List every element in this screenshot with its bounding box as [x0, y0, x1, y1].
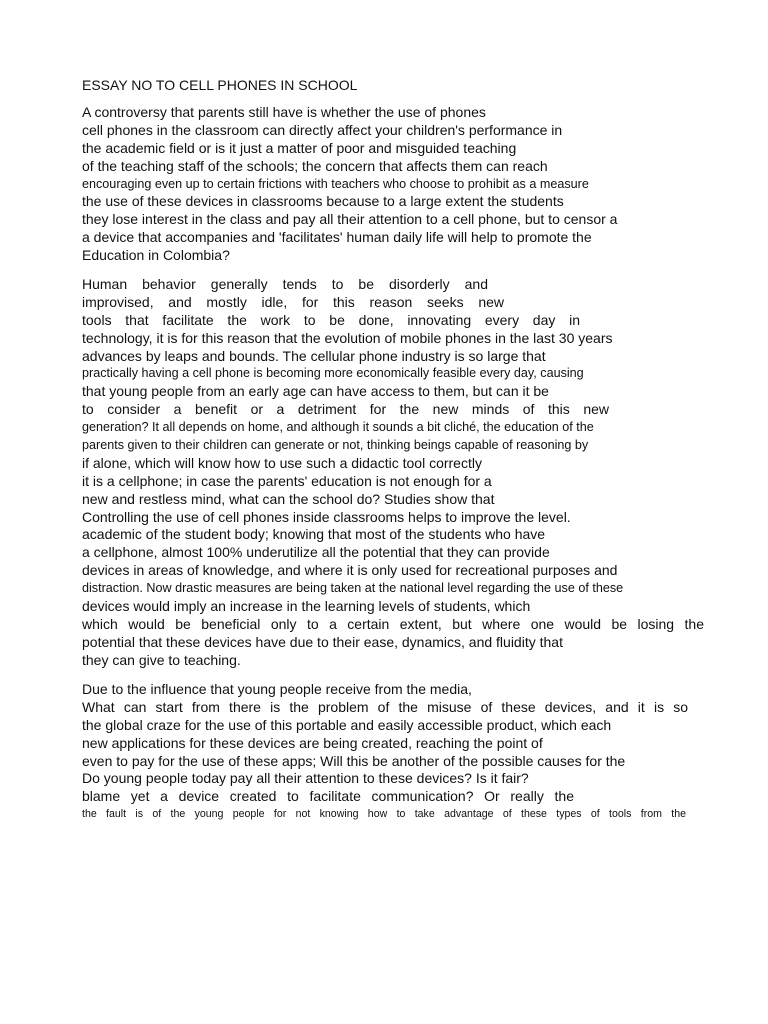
text-line: it is a cellphone; in case the parents' education is not enough for a	[82, 472, 492, 489]
text-line: new applications for these devices are being created, reaching the point of	[82, 734, 543, 751]
text-line-content: to consider a benefit or a detriment for the new minds of this new	[82, 401, 609, 418]
text-line: Controlling the use of cell phones inside classrooms helps to improve the level.	[82, 508, 571, 525]
text-line	[82, 616, 704, 634]
text-line-content: the fault is of the young people for not knowing how to take advantage of these types of tools from the	[82, 808, 686, 821]
paragraph-1	[82, 104, 706, 265]
text-line	[82, 312, 580, 330]
text-line: technology, it is for this reason that the evolution of mobile phones in the last 30 years	[82, 329, 613, 346]
text-line-content: improvised, and mostly idle, for this reason seeks new	[82, 293, 504, 310]
text-line: devices in areas of knowledge, and where it is only used for recreational purposes and	[82, 562, 618, 579]
text-line	[82, 788, 574, 806]
text-line-content: What can start from there is the problem of the misuse of these devices, and it is so	[82, 698, 688, 715]
text-line: new and restless mind, what can the school do? Studies show that	[82, 490, 495, 507]
text-line	[82, 401, 609, 419]
text-line	[82, 699, 688, 717]
text-line: that young people from an early age can have access to them, but can it be	[82, 383, 549, 400]
text-line: generation? It all depends on home, and although it sounds a bit cliché, the education of the	[82, 420, 594, 435]
text-line: encouraging even up to certain frictions with teachers who choose to prohibit as a measure	[82, 176, 589, 191]
text-line-content: Human behavior generally tends to be disorderly and	[82, 276, 488, 292]
text-line: if alone, which will know how to use such a didactic tool correctly	[82, 454, 482, 471]
paragraph-2	[82, 276, 706, 670]
document-title: ESSAY NO TO CELL PHONES IN SCHOOL	[82, 77, 358, 93]
text-line: practically having a cell phone is becoming more economically feasible every day, causing	[82, 366, 584, 381]
text-line-content: which would be beneficial only to a certain extent, but where one would be losing the	[82, 615, 704, 632]
text-line: academic of the student body; knowing that most of the students who have	[82, 526, 546, 543]
text-line: A controversy that parents still have is whether the use of phones	[82, 104, 486, 120]
text-line: the global craze for the use of this portable and easily accessible product, which each	[82, 716, 612, 733]
text-line: they can give to teaching.	[82, 651, 241, 668]
text-line: the academic field or is it just a matter of poor and misguided teaching	[82, 139, 517, 156]
text-line: potential that these devices have due to their ease, dynamics, and fluidity that	[82, 633, 563, 650]
text-line: of the teaching staff of the schools; the concern that affects them can reach	[82, 157, 548, 174]
text-line: Do young people today pay all their attention to these devices? Is it fair?	[82, 770, 529, 787]
text-line: Education in Colombia?	[82, 247, 230, 264]
text-line: a cellphone, almost 100% underutilize all the potential that they can provide	[82, 544, 550, 561]
text-line: even to pay for the use of these apps; Will this be another of the possible causes for the	[82, 752, 626, 769]
text-line: cell phones in the classroom can directly affect your children's performance in	[82, 121, 563, 138]
text-line: devices would imply an increase in the learning levels of students, which	[82, 598, 531, 615]
paragraph-3	[82, 681, 706, 824]
text-line: parents given to their children can generate or not, thinking beings capable of reasoning by	[82, 438, 589, 453]
text-line: they lose interest in the class and pay all their attention to a cell phone, but to censor a	[82, 211, 618, 228]
text-line: a device that accompanies and 'facilitates' human daily life will help to promote the	[82, 229, 592, 246]
text-line: the use of these devices in classrooms because to a large extent the students	[82, 193, 564, 210]
text-line: Due to the influence that young people receive from the media,	[82, 681, 472, 697]
text-line	[82, 294, 504, 312]
text-line	[82, 806, 686, 824]
text-line-content: blame yet a device created to facilitate communication? Or really the	[82, 788, 574, 805]
text-line	[82, 276, 488, 294]
text-line: advances by leaps and bounds. The cellular phone industry is so large that	[82, 347, 546, 364]
text-line-content: tools that facilitate the work to be done, innovating every day in	[82, 311, 580, 328]
text-line: distraction. Now drastic measures are being taken at the national level regarding the use of these	[82, 581, 624, 596]
